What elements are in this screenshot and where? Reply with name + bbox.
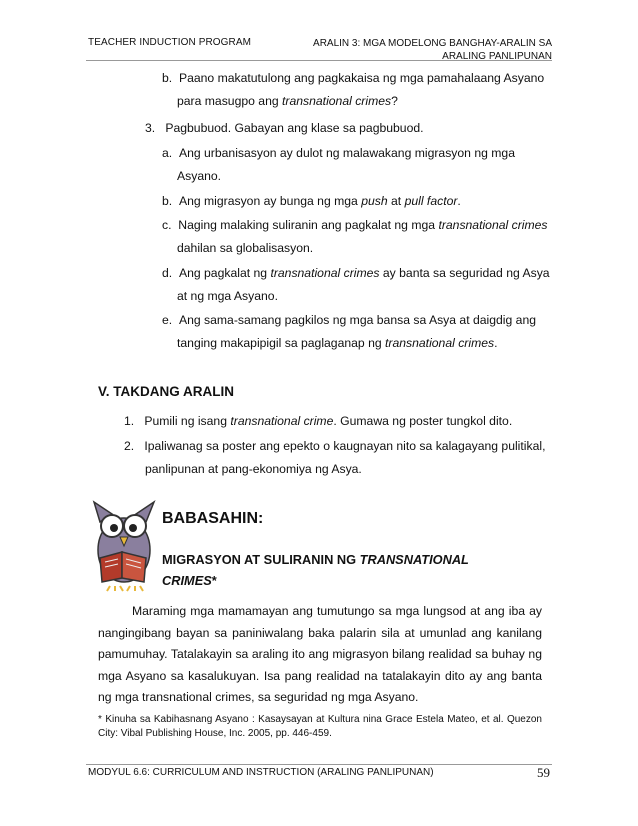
reading-label: BABASAHIN: <box>162 510 264 527</box>
item-b2-and: at <box>387 194 405 208</box>
item-e-punct: . <box>494 336 498 350</box>
header-lesson-line2: ARALING PANLIPUNAN <box>442 51 552 62</box>
header-divider <box>86 60 552 61</box>
item-b-line2 <box>177 94 398 108</box>
reading-paragraph: Maraming mga mamamayan ang tumutungo sa mga lungsod at ang iba ay nangingibang bayan sa paniniwalang baka palarin sila at umunlad ang kanilang pamumuhay. Tatalakayin sa araling ito ang migrasyon bilang realidad sa buhay ng mga Asyano sa kasalukuyan. Isa pang realidad na tatalakayin dito ay ang banta ng mga transnational crimes, sa seguridad ng mga Asyano. <box>98 604 542 704</box>
reading-title-emphasis: TRANSNATIONAL <box>359 552 469 567</box>
item-d-emphasis: transnational crimes <box>270 266 380 280</box>
item-b-prefix: b. <box>162 71 173 85</box>
reading-title-line1 <box>162 549 469 570</box>
item-c-text: Naging malaking suliranin ang pagkalat ng mga <box>178 218 439 232</box>
reading-title-line2 <box>162 570 469 591</box>
reading-title <box>162 549 469 591</box>
homework-1-emphasis: transnational crime <box>230 414 334 428</box>
header-program: TEACHER INDUCTION PROGRAM <box>88 37 252 48</box>
item-b-emphasis: transnational crimes <box>282 94 392 108</box>
item-3 <box>145 121 424 135</box>
item-e-text2: tanging makapipigil sa paglaganap ng <box>177 336 386 350</box>
homework-2-prefix: 2. <box>124 439 135 453</box>
item-3-text: Pagbubuod. Gabayan ang klase sa pagbubuod. <box>165 121 424 135</box>
homework-2-text: Ipaliwanag sa poster ang epekto o kaugnayan nito sa kalagayang pulitikal, <box>144 439 546 453</box>
header-lesson-line1: ARALIN 3: MGA MODELONG BANGHAY-ARALIN SA <box>313 38 552 49</box>
item-b2-punct: . <box>457 194 461 208</box>
footer-module: MODYUL 6.6: CURRICULUM AND INSTRUCTION (ARALING PANLIPUNAN) <box>88 767 434 778</box>
reading-title-asterisk: * <box>211 573 217 588</box>
item-d-text: Ang pagkalat ng <box>178 266 271 280</box>
item-c-line1 <box>162 218 548 232</box>
item-d-text-end: ay banta sa seguridad ng Asya <box>379 266 550 280</box>
item-c-line2: dahilan sa globalisasyon. <box>177 241 314 255</box>
footnote: * Kinuha sa Kabihasnang Asyano : Kasaysayan at Kultura nina Grace Estela Mateo, et al. Quezon City: Vibal Publishing House, Inc. 2005, pp. 446-459. <box>98 714 542 739</box>
item-a-line2: Asyano. <box>177 169 222 183</box>
item-b-text: Paano makatutulong ang pagkakaisa ng mga pamahalaang Asyano <box>178 71 545 85</box>
item-b2 <box>162 194 461 208</box>
homework-item-1 <box>124 414 512 428</box>
homework-item-2-line1 <box>124 439 545 453</box>
reading-title-text: MIGRASYON AT SULIRANIN NG <box>162 552 360 567</box>
item-d-line1 <box>162 266 550 280</box>
item-a-prefix: a. <box>162 146 173 160</box>
item-e-text: Ang sama-samang pagkilos ng mga bansa sa Asya at daigdig ang <box>178 313 537 327</box>
page-number: 59 <box>537 765 550 780</box>
item-b2-push: push <box>361 194 388 208</box>
item-a-text: Ang urbanisasyon ay dulot ng malawakang migrasyon ng mga <box>178 146 515 160</box>
item-d-prefix: d. <box>162 266 173 280</box>
section-title: V. TAKDANG ARALIN <box>98 384 235 399</box>
homework-1-text-end: . Gumawa ng poster tungkol dito. <box>333 414 513 428</box>
item-b-punct: ? <box>391 94 398 108</box>
item-b-text2: para masugpo ang <box>177 94 283 108</box>
item-e-emphasis: transnational crimes <box>385 336 495 350</box>
item-a-line1 <box>162 146 515 160</box>
item-b-line1 <box>162 71 544 85</box>
item-e-prefix: e. <box>162 313 173 327</box>
item-b2-text: Ang migrasyon ay bunga ng mga <box>178 194 362 208</box>
owl-reading-book-icon <box>88 492 158 592</box>
homework-1-prefix: 1. <box>124 414 135 428</box>
footer-divider <box>86 764 552 765</box>
reading-title-emphasis2: CRIMES <box>162 573 212 588</box>
item-c-prefix: c. <box>162 218 172 232</box>
item-d-line2: at ng mga Asyano. <box>177 289 278 303</box>
item-b2-pull: pull factor <box>404 194 458 208</box>
homework-1-text: Pumili ng isang <box>144 414 231 428</box>
item-b2-prefix: b. <box>162 194 173 208</box>
item-e-line1 <box>162 313 536 327</box>
item-c-emphasis: transnational crimes <box>438 218 548 232</box>
item-e-line2 <box>177 336 497 350</box>
item-3-prefix: 3. <box>145 121 156 135</box>
homework-item-2-line2: panlipunan at pang-ekonomiya ng Asya. <box>145 462 362 476</box>
